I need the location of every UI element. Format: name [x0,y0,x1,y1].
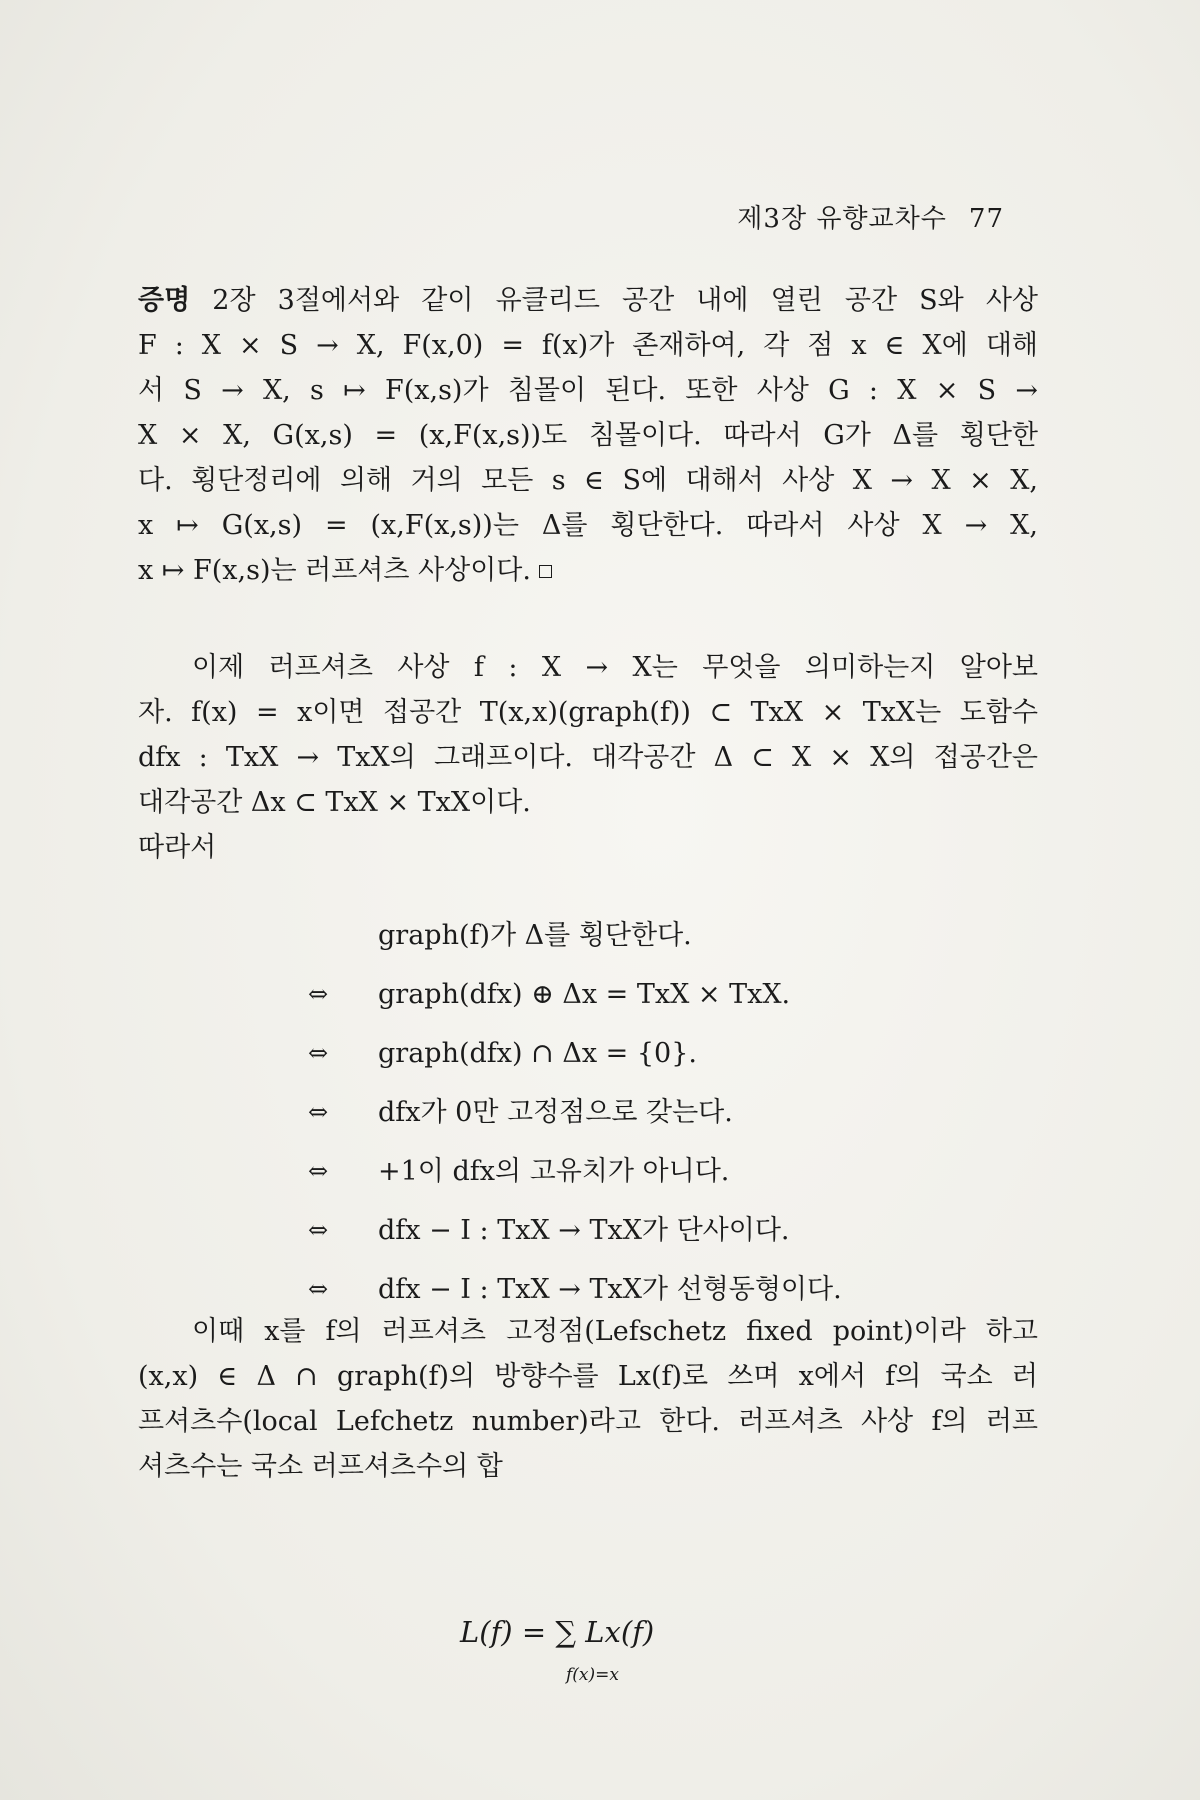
iff-symbol: ⇔ [308,1039,329,1067]
para3-line-4: 셔츠수는 국소 러프셔츠수의 합 [138,1451,503,1482]
para2-line-4: 대각공간 Δx ⊂ TxX × TxX이다. [138,787,531,818]
running-header [737,198,1004,235]
proof-line-6: x ↦ G(x,s) = (x,F(x,s))는 Δ를 횡단한다. 따라서 사상 X → X, [138,510,1038,541]
chain-step-2: graph(dfx) ∩ Δx = {0}. [378,1038,697,1069]
proof-line-1: 2장 3절에서와 같이 유클리드 공간 내에 열린 공간 S와 사상 [190,285,1038,316]
chain-step-4: +1이 dfx의 고유치가 아니다. [378,1156,730,1187]
chain-step-6: dfx − I : TxX → TxX가 선형동형이다. [378,1274,842,1305]
proof-line-3: 서 S → X, s ↦ F(x,s)가 침몰이 된다. 또한 사상 G : X × S → [138,375,1038,406]
para3-line-2: (x,x) ∈ Δ ∩ graph(f)의 방향수를 Lx(f)로 쓰며 x에서 f의 국소 러 [138,1361,1038,1392]
iff-symbol: ⇔ [308,1275,329,1303]
para2-line-2: 자. f(x) = x이면 접공간 T(x,x)(graph(f)) ⊂ TxX × TxX는 도함수 [138,697,1038,728]
iff-symbol: ⇔ [308,1157,329,1185]
chain-row [308,965,1008,1024]
therefore-line: 따라서 [138,832,217,863]
proof-line-4: X × X, G(x,s) = (x,F(x,s))도 침몰이다. 따라서 G가 Δ를 횡단한 [138,420,1038,451]
chain-first-statement: graph(f)가 Δ를 횡단한다. [378,920,692,951]
chain-step-3: dfx가 0만 고정점으로 갖는다. [378,1097,733,1128]
para3-line-3: 프셔츠수(local Lefchetz number)라고 한다. 러프셔츠 사상 f의 러프 [138,1406,1038,1437]
para3-line-1: 이때 x를 f의 러프셔츠 고정점(Lefschetz fixed point)이라 하고 [192,1316,1038,1347]
proof-paragraph [138,278,1038,593]
iff-symbol: ⇔ [308,1098,329,1126]
chain-row [308,1201,1008,1260]
chain-row [308,1024,1008,1083]
qed-square-icon [539,565,552,578]
page-number: 77 [968,204,1004,234]
text-line [138,548,1038,593]
proof-line-5: 다. 횡단정리에 의해 거의 모든 s ∈ S에 대해서 사상 X → X × X, [138,465,1038,496]
equivalence-chain [308,906,1008,1319]
chain-step-5: dfx − I : TxX → TxX가 단사이다. [378,1215,790,1246]
iff-symbol: ⇔ [308,1216,329,1244]
chain-row [308,1142,1008,1201]
chain-row [308,1083,1008,1142]
iff-symbol: ⇔ [308,980,329,1008]
chain-step-1: graph(dfx) ⊕ Δx = TxX × TxX. [378,979,791,1010]
text-line [138,278,1038,323]
proof-line-2: F : X × S → X, F(x,0) = f(x)가 존재하여, 각 점 x ∈ X에 대해 [138,330,1038,361]
chapter-title: 제3장 유향교차수 [737,204,947,234]
proof-line-7: x ↦ F(x,s)는 러프셔츠 사상이다. [138,555,531,586]
proof-label: 증명 [138,285,191,316]
para2-line-1: 이제 러프셔츠 사상 f : X → X는 무엇을 의미하는지 알아보 [192,652,1038,683]
lefschetz-sum-formula: L(f) = ∑ Lx(f) [460,1615,655,1649]
para2-line-3: dfx : TxX → TxX의 그래프이다. 대각공간 Δ ⊂ X × X의 접공간은 [138,742,1038,773]
chain-row [308,906,1008,965]
paragraph-3 [138,1309,1038,1489]
paragraph-2 [138,645,1038,870]
sum-subscript: f(x)=x [566,1665,619,1685]
